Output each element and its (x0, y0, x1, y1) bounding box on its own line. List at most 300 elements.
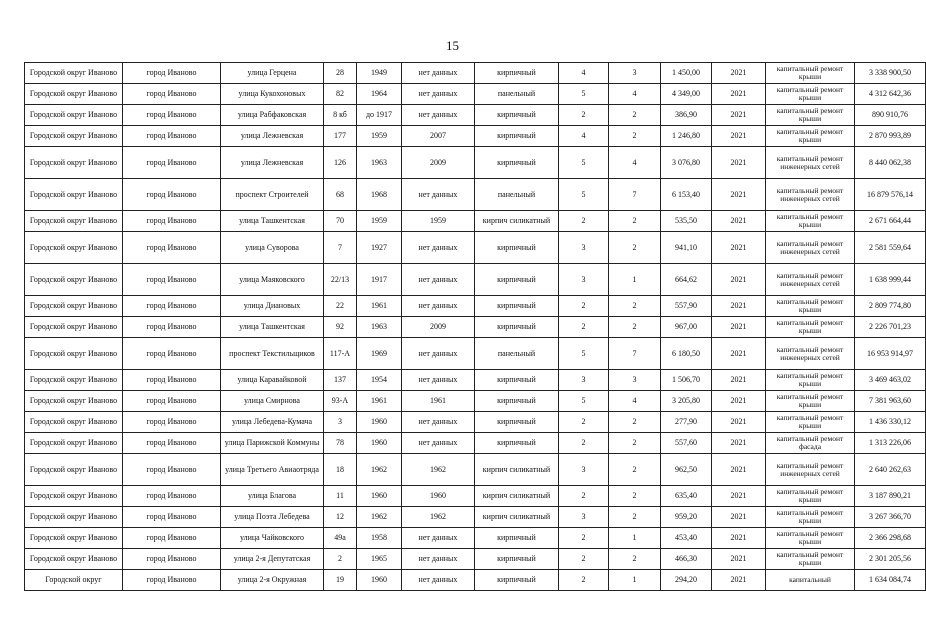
table-row (25, 179, 926, 211)
street-cell: улица Лежневская (221, 126, 324, 147)
overhaul-year-cell: нет данных (402, 84, 475, 105)
plan-year-cell: 2021 (712, 147, 766, 179)
city-cell: город Иваново (123, 126, 221, 147)
cost-cell: 3 469 463,02 (855, 370, 926, 391)
entrances-cell: 2 (609, 126, 661, 147)
work-type-cell: капитальный ремонт крыши (766, 63, 855, 84)
house-number-cell: 126 (324, 147, 357, 179)
year-built-cell: 1960 (357, 570, 402, 591)
cost-cell: 8 440 062,38 (855, 147, 926, 179)
area-cell: 386,90 (661, 105, 712, 126)
floors-cell: 5 (559, 84, 609, 105)
registry-table-body (25, 63, 926, 591)
floors-cell: 2 (559, 412, 609, 433)
year-built-cell: 1917 (357, 264, 402, 296)
overhaul-year-cell: нет данных (402, 63, 475, 84)
district-cell: Городской округ Иваново (25, 338, 123, 370)
registry-table-container (24, 62, 913, 591)
overhaul-year-cell: 1962 (402, 507, 475, 528)
work-type-cell: капитальный ремонт инженерных сетей (766, 264, 855, 296)
table-row (25, 570, 926, 591)
street-cell: улица Парижской Коммуны (221, 433, 324, 454)
floors-cell: 3 (559, 264, 609, 296)
house-number-cell: 92 (324, 317, 357, 338)
area-cell: 466,30 (661, 549, 712, 570)
plan-year-cell: 2021 (712, 105, 766, 126)
area-cell: 959,20 (661, 507, 712, 528)
house-number-cell: 12 (324, 507, 357, 528)
year-built-cell: 1968 (357, 179, 402, 211)
city-cell: город Иваново (123, 454, 221, 486)
table-row (25, 338, 926, 370)
area-cell: 1 506,70 (661, 370, 712, 391)
table-row (25, 126, 926, 147)
area-cell: 6 180,50 (661, 338, 712, 370)
table-row (25, 412, 926, 433)
area-cell: 635,40 (661, 486, 712, 507)
street-cell: улица Лежневская (221, 147, 324, 179)
table-row (25, 433, 926, 454)
street-cell: проспект Текстильщиков (221, 338, 324, 370)
house-number-cell: 137 (324, 370, 357, 391)
city-cell: город Иваново (123, 179, 221, 211)
wall-material-cell: кирпич силикатный (475, 454, 559, 486)
house-number-cell: 11 (324, 486, 357, 507)
house-number-cell: 22/13 (324, 264, 357, 296)
plan-year-cell: 2021 (712, 211, 766, 232)
overhaul-year-cell: нет данных (402, 570, 475, 591)
street-cell: улица Третьего Авиаотряда (221, 454, 324, 486)
table-row (25, 264, 926, 296)
house-number-cell: 93-А (324, 391, 357, 412)
city-cell: город Иваново (123, 147, 221, 179)
table-row (25, 296, 926, 317)
floors-cell: 2 (559, 549, 609, 570)
house-number-cell: 7 (324, 232, 357, 264)
street-cell: улица Ташкентская (221, 211, 324, 232)
area-cell: 6 153,40 (661, 179, 712, 211)
year-built-cell: 1969 (357, 338, 402, 370)
cost-cell: 16 953 914,97 (855, 338, 926, 370)
house-number-cell: 3 (324, 412, 357, 433)
overhaul-year-cell: нет данных (402, 232, 475, 264)
district-cell: Городской округ Иваново (25, 370, 123, 391)
house-number-cell: 22 (324, 296, 357, 317)
plan-year-cell: 2021 (712, 412, 766, 433)
floors-cell: 5 (559, 391, 609, 412)
floors-cell: 2 (559, 211, 609, 232)
table-row (25, 507, 926, 528)
cost-cell: 1 634 084,74 (855, 570, 926, 591)
cost-cell: 890 910,76 (855, 105, 926, 126)
year-built-cell: 1961 (357, 296, 402, 317)
cost-cell: 2 671 664,44 (855, 211, 926, 232)
entrances-cell: 2 (609, 549, 661, 570)
floors-cell: 3 (559, 232, 609, 264)
street-cell: улица Ташкентская (221, 317, 324, 338)
year-built-cell: 1959 (357, 126, 402, 147)
area-cell: 277,90 (661, 412, 712, 433)
year-built-cell: 1954 (357, 370, 402, 391)
plan-year-cell: 2021 (712, 296, 766, 317)
cost-cell: 2 870 993,89 (855, 126, 926, 147)
cost-cell: 2 366 298,68 (855, 528, 926, 549)
wall-material-cell: кирпичный (475, 370, 559, 391)
district-cell: Городской округ Иваново (25, 391, 123, 412)
work-type-cell: капитальный ремонт инженерных сетей (766, 232, 855, 264)
work-type-cell: капитальный ремонт крыши (766, 105, 855, 126)
overhaul-year-cell: 1961 (402, 391, 475, 412)
overhaul-year-cell: нет данных (402, 105, 475, 126)
house-number-cell: 70 (324, 211, 357, 232)
floors-cell: 2 (559, 528, 609, 549)
entrances-cell: 7 (609, 338, 661, 370)
cost-cell: 1 436 330,12 (855, 412, 926, 433)
table-row (25, 211, 926, 232)
floors-cell: 2 (559, 105, 609, 126)
wall-material-cell: кирпичный (475, 232, 559, 264)
floors-cell: 5 (559, 338, 609, 370)
entrances-cell: 2 (609, 412, 661, 433)
work-type-cell: капитальный ремонт инженерных сетей (766, 338, 855, 370)
district-cell: Городской округ Иваново (25, 63, 123, 84)
district-cell: Городской округ Иваново (25, 211, 123, 232)
cost-cell: 16 879 576,14 (855, 179, 926, 211)
year-built-cell: 1963 (357, 147, 402, 179)
district-cell: Городской округ Иваново (25, 317, 123, 338)
plan-year-cell: 2021 (712, 179, 766, 211)
entrances-cell: 3 (609, 63, 661, 84)
work-type-cell: капитальный (766, 570, 855, 591)
street-cell: улица Каравайковой (221, 370, 324, 391)
overhaul-year-cell: нет данных (402, 264, 475, 296)
street-cell: улица Смирнова (221, 391, 324, 412)
work-type-cell: капитальный ремонт крыши (766, 412, 855, 433)
floors-cell: 2 (559, 486, 609, 507)
work-type-cell: капитальный ремонт крыши (766, 391, 855, 412)
wall-material-cell: кирпич силикатный (475, 486, 559, 507)
plan-year-cell: 2021 (712, 549, 766, 570)
street-cell: улица Чайковского (221, 528, 324, 549)
year-built-cell: 1965 (357, 549, 402, 570)
work-type-cell: капитальный ремонт крыши (766, 486, 855, 507)
wall-material-cell: кирпичный (475, 570, 559, 591)
year-built-cell: 1961 (357, 391, 402, 412)
street-cell: улица Маяковского (221, 264, 324, 296)
year-built-cell: 1927 (357, 232, 402, 264)
plan-year-cell: 2021 (712, 370, 766, 391)
area-cell: 1 450,00 (661, 63, 712, 84)
cost-cell: 1 313 226,06 (855, 433, 926, 454)
area-cell: 294,20 (661, 570, 712, 591)
area-cell: 962,50 (661, 454, 712, 486)
entrances-cell: 2 (609, 211, 661, 232)
work-type-cell: капитальный ремонт крыши (766, 317, 855, 338)
city-cell: город Иваново (123, 486, 221, 507)
district-cell: Городской округ Иваново (25, 126, 123, 147)
table-row (25, 486, 926, 507)
year-built-cell: 1949 (357, 63, 402, 84)
registry-table (24, 62, 926, 591)
overhaul-year-cell: 2007 (402, 126, 475, 147)
overhaul-year-cell: нет данных (402, 370, 475, 391)
work-type-cell: капитальный ремонт крыши (766, 211, 855, 232)
street-cell: улица 2-я Депутатская (221, 549, 324, 570)
cost-cell: 2 640 262,63 (855, 454, 926, 486)
area-cell: 4 349,00 (661, 84, 712, 105)
floors-cell: 5 (559, 147, 609, 179)
entrances-cell: 4 (609, 147, 661, 179)
wall-material-cell: кирпич силикатный (475, 507, 559, 528)
work-type-cell: капитальный ремонт крыши (766, 84, 855, 105)
entrances-cell: 2 (609, 507, 661, 528)
city-cell: город Иваново (123, 63, 221, 84)
house-number-cell: 2 (324, 549, 357, 570)
plan-year-cell: 2021 (712, 317, 766, 338)
district-cell: Городской округ Иваново (25, 84, 123, 105)
cost-cell: 1 638 999,44 (855, 264, 926, 296)
overhaul-year-cell: 1960 (402, 486, 475, 507)
city-cell: город Иваново (123, 433, 221, 454)
overhaul-year-cell: нет данных (402, 179, 475, 211)
plan-year-cell: 2021 (712, 264, 766, 296)
area-cell: 557,90 (661, 296, 712, 317)
table-row (25, 84, 926, 105)
district-cell: Городской округ Иваново (25, 412, 123, 433)
wall-material-cell: кирпичный (475, 264, 559, 296)
floors-cell: 3 (559, 507, 609, 528)
street-cell: улица Суворова (221, 232, 324, 264)
district-cell: Городской округ Иваново (25, 296, 123, 317)
work-type-cell: капитальный ремонт крыши (766, 507, 855, 528)
entrances-cell: 4 (609, 391, 661, 412)
entrances-cell: 2 (609, 296, 661, 317)
entrances-cell: 7 (609, 179, 661, 211)
work-type-cell: капитальный ремонт инженерных сетей (766, 179, 855, 211)
street-cell: улица Рабфаковская (221, 105, 324, 126)
year-built-cell: 1963 (357, 317, 402, 338)
year-built-cell: 1962 (357, 507, 402, 528)
cost-cell: 2 301 205,56 (855, 549, 926, 570)
work-type-cell: капитальный ремонт крыши (766, 370, 855, 391)
year-built-cell: 1960 (357, 412, 402, 433)
year-built-cell: до 1917 (357, 105, 402, 126)
floors-cell: 3 (559, 370, 609, 391)
cost-cell: 3 267 366,70 (855, 507, 926, 528)
overhaul-year-cell: нет данных (402, 549, 475, 570)
cost-cell: 4 312 642,36 (855, 84, 926, 105)
city-cell: город Иваново (123, 549, 221, 570)
floors-cell: 4 (559, 126, 609, 147)
city-cell: город Иваново (123, 232, 221, 264)
work-type-cell: капитальный ремонт крыши (766, 296, 855, 317)
district-cell: Городской округ Иваново (25, 507, 123, 528)
area-cell: 535,50 (661, 211, 712, 232)
district-cell: Городской округ Иваново (25, 486, 123, 507)
entrances-cell: 2 (609, 232, 661, 264)
table-row (25, 454, 926, 486)
house-number-cell: 49а (324, 528, 357, 549)
wall-material-cell: кирпичный (475, 549, 559, 570)
wall-material-cell: панельный (475, 338, 559, 370)
district-cell: Городской округ Иваново (25, 232, 123, 264)
work-type-cell: капитальный ремонт крыши (766, 528, 855, 549)
house-number-cell: 117-А (324, 338, 357, 370)
street-cell: улица Благова (221, 486, 324, 507)
plan-year-cell: 2021 (712, 84, 766, 105)
city-cell: город Иваново (123, 84, 221, 105)
entrances-cell: 1 (609, 528, 661, 549)
area-cell: 557,60 (661, 433, 712, 454)
wall-material-cell: кирпичный (475, 296, 559, 317)
work-type-cell: капитальный ремонт инженерных сетей (766, 147, 855, 179)
entrances-cell: 2 (609, 433, 661, 454)
district-cell: Городской округ (25, 570, 123, 591)
plan-year-cell: 2021 (712, 433, 766, 454)
wall-material-cell: панельный (475, 84, 559, 105)
street-cell: улица 2-я Окружная (221, 570, 324, 591)
city-cell: город Иваново (123, 412, 221, 433)
cost-cell: 3 187 890,21 (855, 486, 926, 507)
city-cell: город Иваново (123, 296, 221, 317)
table-row (25, 370, 926, 391)
plan-year-cell: 2021 (712, 454, 766, 486)
work-type-cell: капитальный ремонт крыши (766, 126, 855, 147)
entrances-cell: 1 (609, 570, 661, 591)
district-cell: Городской округ Иваново (25, 105, 123, 126)
floors-cell: 2 (559, 317, 609, 338)
entrances-cell: 2 (609, 317, 661, 338)
district-cell: Городской округ Иваново (25, 147, 123, 179)
wall-material-cell: кирпичный (475, 433, 559, 454)
overhaul-year-cell: нет данных (402, 412, 475, 433)
overhaul-year-cell: 1959 (402, 211, 475, 232)
wall-material-cell: панельный (475, 179, 559, 211)
wall-material-cell: кирпичный (475, 63, 559, 84)
city-cell: город Иваново (123, 391, 221, 412)
street-cell: улица Герцена (221, 63, 324, 84)
wall-material-cell: кирпичный (475, 147, 559, 179)
area-cell: 941,10 (661, 232, 712, 264)
floors-cell: 4 (559, 63, 609, 84)
year-built-cell: 1964 (357, 84, 402, 105)
year-built-cell: 1958 (357, 528, 402, 549)
page-number: 15 (446, 38, 459, 53)
cost-cell: 3 338 900,50 (855, 63, 926, 84)
table-row (25, 317, 926, 338)
plan-year-cell: 2021 (712, 232, 766, 264)
district-cell: Городской округ Иваново (25, 179, 123, 211)
wall-material-cell: кирпичный (475, 105, 559, 126)
floors-cell: 5 (559, 179, 609, 211)
area-cell: 3 076,80 (661, 147, 712, 179)
street-cell: улица Кукохоновых (221, 84, 324, 105)
district-cell: Городской округ Иваново (25, 264, 123, 296)
district-cell: Городской округ Иваново (25, 433, 123, 454)
area-cell: 1 246,80 (661, 126, 712, 147)
table-row (25, 232, 926, 264)
plan-year-cell: 2021 (712, 486, 766, 507)
table-row (25, 147, 926, 179)
district-cell: Городской округ Иваново (25, 528, 123, 549)
district-cell: Городской округ Иваново (25, 454, 123, 486)
district-cell: Городской округ Иваново (25, 549, 123, 570)
floors-cell: 2 (559, 296, 609, 317)
plan-year-cell: 2021 (712, 391, 766, 412)
cost-cell: 2 581 559,64 (855, 232, 926, 264)
floors-cell: 2 (559, 433, 609, 454)
house-number-cell: 68 (324, 179, 357, 211)
table-row (25, 549, 926, 570)
street-cell: улица Поэта Лебедева (221, 507, 324, 528)
plan-year-cell: 2021 (712, 126, 766, 147)
cost-cell: 2 226 701,23 (855, 317, 926, 338)
street-cell: проспект Строителей (221, 179, 324, 211)
wall-material-cell: кирпичный (475, 126, 559, 147)
house-number-cell: 78 (324, 433, 357, 454)
entrances-cell: 4 (609, 84, 661, 105)
plan-year-cell: 2021 (712, 507, 766, 528)
plan-year-cell: 2021 (712, 63, 766, 84)
work-type-cell: капитальный ремонт крыши (766, 549, 855, 570)
entrances-cell: 2 (609, 486, 661, 507)
year-built-cell: 1960 (357, 486, 402, 507)
overhaul-year-cell: нет данных (402, 433, 475, 454)
overhaul-year-cell: 2009 (402, 147, 475, 179)
plan-year-cell: 2021 (712, 338, 766, 370)
table-row (25, 528, 926, 549)
cost-cell: 7 381 963,60 (855, 391, 926, 412)
city-cell: город Иваново (123, 528, 221, 549)
wall-material-cell: кирпичный (475, 528, 559, 549)
overhaul-year-cell: 2009 (402, 317, 475, 338)
area-cell: 664,62 (661, 264, 712, 296)
overhaul-year-cell: 1962 (402, 454, 475, 486)
area-cell: 3 205,80 (661, 391, 712, 412)
wall-material-cell: кирпичный (475, 412, 559, 433)
work-type-cell: капитальный ремонт фасада (766, 433, 855, 454)
floors-cell: 3 (559, 454, 609, 486)
house-number-cell: 177 (324, 126, 357, 147)
city-cell: город Иваново (123, 570, 221, 591)
street-cell: улица Лебедева-Кумача (221, 412, 324, 433)
table-row (25, 63, 926, 84)
year-built-cell: 1959 (357, 211, 402, 232)
area-cell: 967,00 (661, 317, 712, 338)
year-built-cell: 1960 (357, 433, 402, 454)
street-cell: улица Диановых (221, 296, 324, 317)
entrances-cell: 3 (609, 370, 661, 391)
wall-material-cell: кирпичный (475, 317, 559, 338)
floors-cell: 2 (559, 570, 609, 591)
city-cell: город Иваново (123, 264, 221, 296)
overhaul-year-cell: нет данных (402, 338, 475, 370)
house-number-cell: 82 (324, 84, 357, 105)
table-row (25, 105, 926, 126)
house-number-cell: 28 (324, 63, 357, 84)
plan-year-cell: 2021 (712, 528, 766, 549)
year-built-cell: 1962 (357, 454, 402, 486)
city-cell: город Иваново (123, 105, 221, 126)
overhaul-year-cell: нет данных (402, 528, 475, 549)
city-cell: город Иваново (123, 370, 221, 391)
table-row (25, 391, 926, 412)
house-number-cell: 18 (324, 454, 357, 486)
cost-cell: 2 809 774,80 (855, 296, 926, 317)
house-number-cell: 19 (324, 570, 357, 591)
wall-material-cell: кирпич силикатный (475, 211, 559, 232)
work-type-cell: капитальный ремонт инженерных сетей (766, 454, 855, 486)
